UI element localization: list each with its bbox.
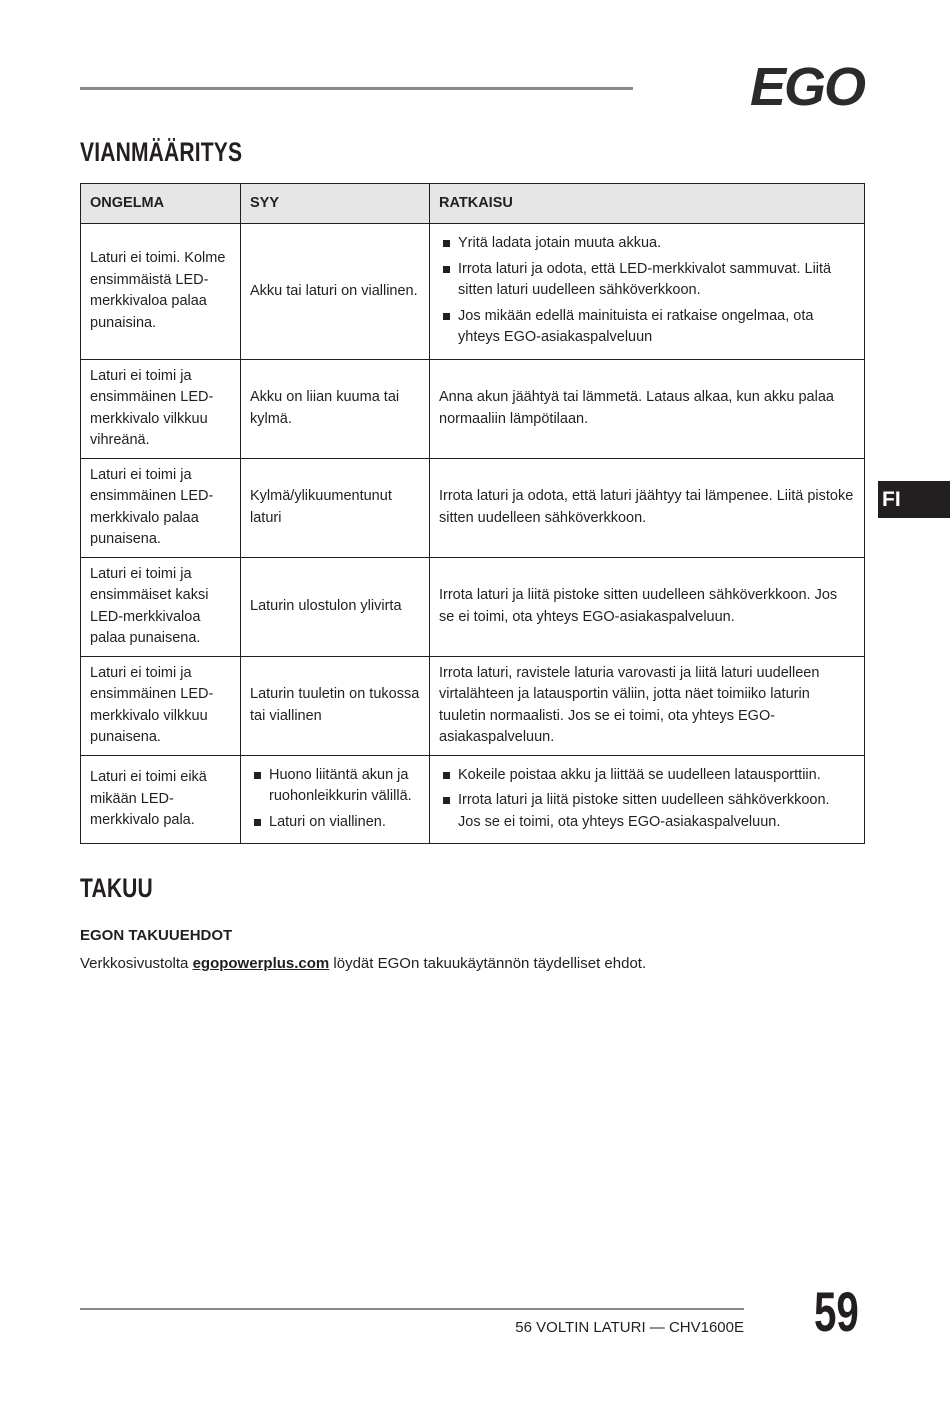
solution-cell <box>430 755 865 844</box>
cause-list <box>250 765 420 834</box>
troubleshooting-title: VIANMÄÄRITYS <box>80 137 243 167</box>
table-row <box>81 458 865 557</box>
problem-cell: Laturi ei toimi ja ensimmäinen LED-merkkivalo vilkkuu vihreänä. <box>81 359 241 458</box>
table-row <box>81 359 865 458</box>
footer-product: 56 VOLTIN LATURI — CHV1600E <box>515 1319 744 1336</box>
ego-logo <box>650 57 864 117</box>
column-header-problem: ONGELMA <box>81 184 241 224</box>
list-item: Irrota laturi ja odota, että LED-merkkivalot sammuvat. Liitä sitten laturi uudelleen sähköverkkoon. <box>439 259 855 302</box>
cause-cell: Laturin tuuletin on tukossa tai viallinen <box>241 656 430 755</box>
cause-cell <box>241 755 430 844</box>
warranty-link[interactable]: egopowerplus.com <box>192 955 330 972</box>
list-item: Laturi on viallinen. <box>250 812 420 834</box>
warranty-title: TAKUU <box>80 873 153 903</box>
column-header-solution: RATKAISU <box>430 184 865 224</box>
table-header-row <box>81 184 865 224</box>
cause-cell: Akku tai laturi on viallinen. <box>241 224 430 360</box>
ego-logo-text: EGO <box>749 57 864 117</box>
footer-rule <box>80 1308 744 1310</box>
cause-cell: Akku on liian kuuma tai kylmä. <box>241 359 430 458</box>
solution-list <box>439 233 855 349</box>
troubleshooting-table <box>80 183 865 844</box>
warranty-text-before: Verkkosivustolta <box>80 955 193 972</box>
list-item: Irrota laturi ja liitä pistoke sitten uudelleen sähköverkkoon. Jos se ei toimi, ota yhteys EGO-asiakaspalveluun. <box>439 790 855 833</box>
page-number: 59 <box>814 1280 859 1343</box>
problem-cell: Laturi ei toimi ja ensimmäiset kaksi LED-merkkivaloa palaa punaisena. <box>81 557 241 656</box>
list-item: Huono liitäntä akun ja ruohonleikkurin välillä. <box>250 765 420 808</box>
list-item: Yritä ladata jotain muuta akkua. <box>439 233 855 255</box>
list-item: Kokeile poistaa akku ja liittää se uudelleen latausporttiin. <box>439 765 855 787</box>
problem-cell: Laturi ei toimi ja ensimmäinen LED-merkkivalo vilkkuu punaisena. <box>81 656 241 755</box>
list-item: Jos mikään edellä mainituista ei ratkaise ongelmaa, ota yhteys EGO-asiakaspalveluun <box>439 306 855 349</box>
language-tab: FI <box>878 481 950 518</box>
warranty-text-after: löydät EGOn takuukäytännön täydelliset ehdot. <box>329 955 647 972</box>
cause-cell: Laturin ulostulon ylivirta <box>241 557 430 656</box>
warranty-text <box>80 954 646 974</box>
solution-cell: Irrota laturi ja liitä pistoke sitten uudelleen sähköverkkoon. Jos se ei toimi, ota yhteys EGO-asiakaspalveluun. <box>430 557 865 656</box>
solution-cell <box>430 224 865 360</box>
solution-cell: Irrota laturi, ravistele laturia varovasti ja liitä laturi uudelleen virtalähteen ja latausportin väliin, jotta näet toimiiko laturin tuuletin normaalisti. Jos se ei toimi, ota yhteys EGO-asiakaspalveluun. <box>430 656 865 755</box>
cause-cell: Kylmä/ylikuumentunut laturi <box>241 458 430 557</box>
table-row <box>81 656 865 755</box>
table-row <box>81 224 865 360</box>
column-header-cause: SYY <box>241 184 430 224</box>
solution-list <box>439 765 855 834</box>
table-row <box>81 755 865 844</box>
problem-cell: Laturi ei toimi. Kolme ensimmäistä LED-merkkivaloa palaa punaisina. <box>81 224 241 360</box>
problem-cell: Laturi ei toimi ja ensimmäinen LED-merkkivalo palaa punaisena. <box>81 458 241 557</box>
table-row <box>81 557 865 656</box>
problem-cell: Laturi ei toimi eikä mikään LED-merkkivalo pala. <box>81 755 241 844</box>
header-rule <box>80 87 633 90</box>
warranty-subtitle: EGON TAKUUEHDOT <box>80 927 233 944</box>
solution-cell: Irrota laturi ja odota, että laturi jäähtyy tai lämpenee. Liitä pistoke sitten uudelleen sähköverkkoon. <box>430 458 865 557</box>
solution-cell: Anna akun jäähtyä tai lämmetä. Lataus alkaa, kun akku palaa normaaliin lämpötilaan. <box>430 359 865 458</box>
